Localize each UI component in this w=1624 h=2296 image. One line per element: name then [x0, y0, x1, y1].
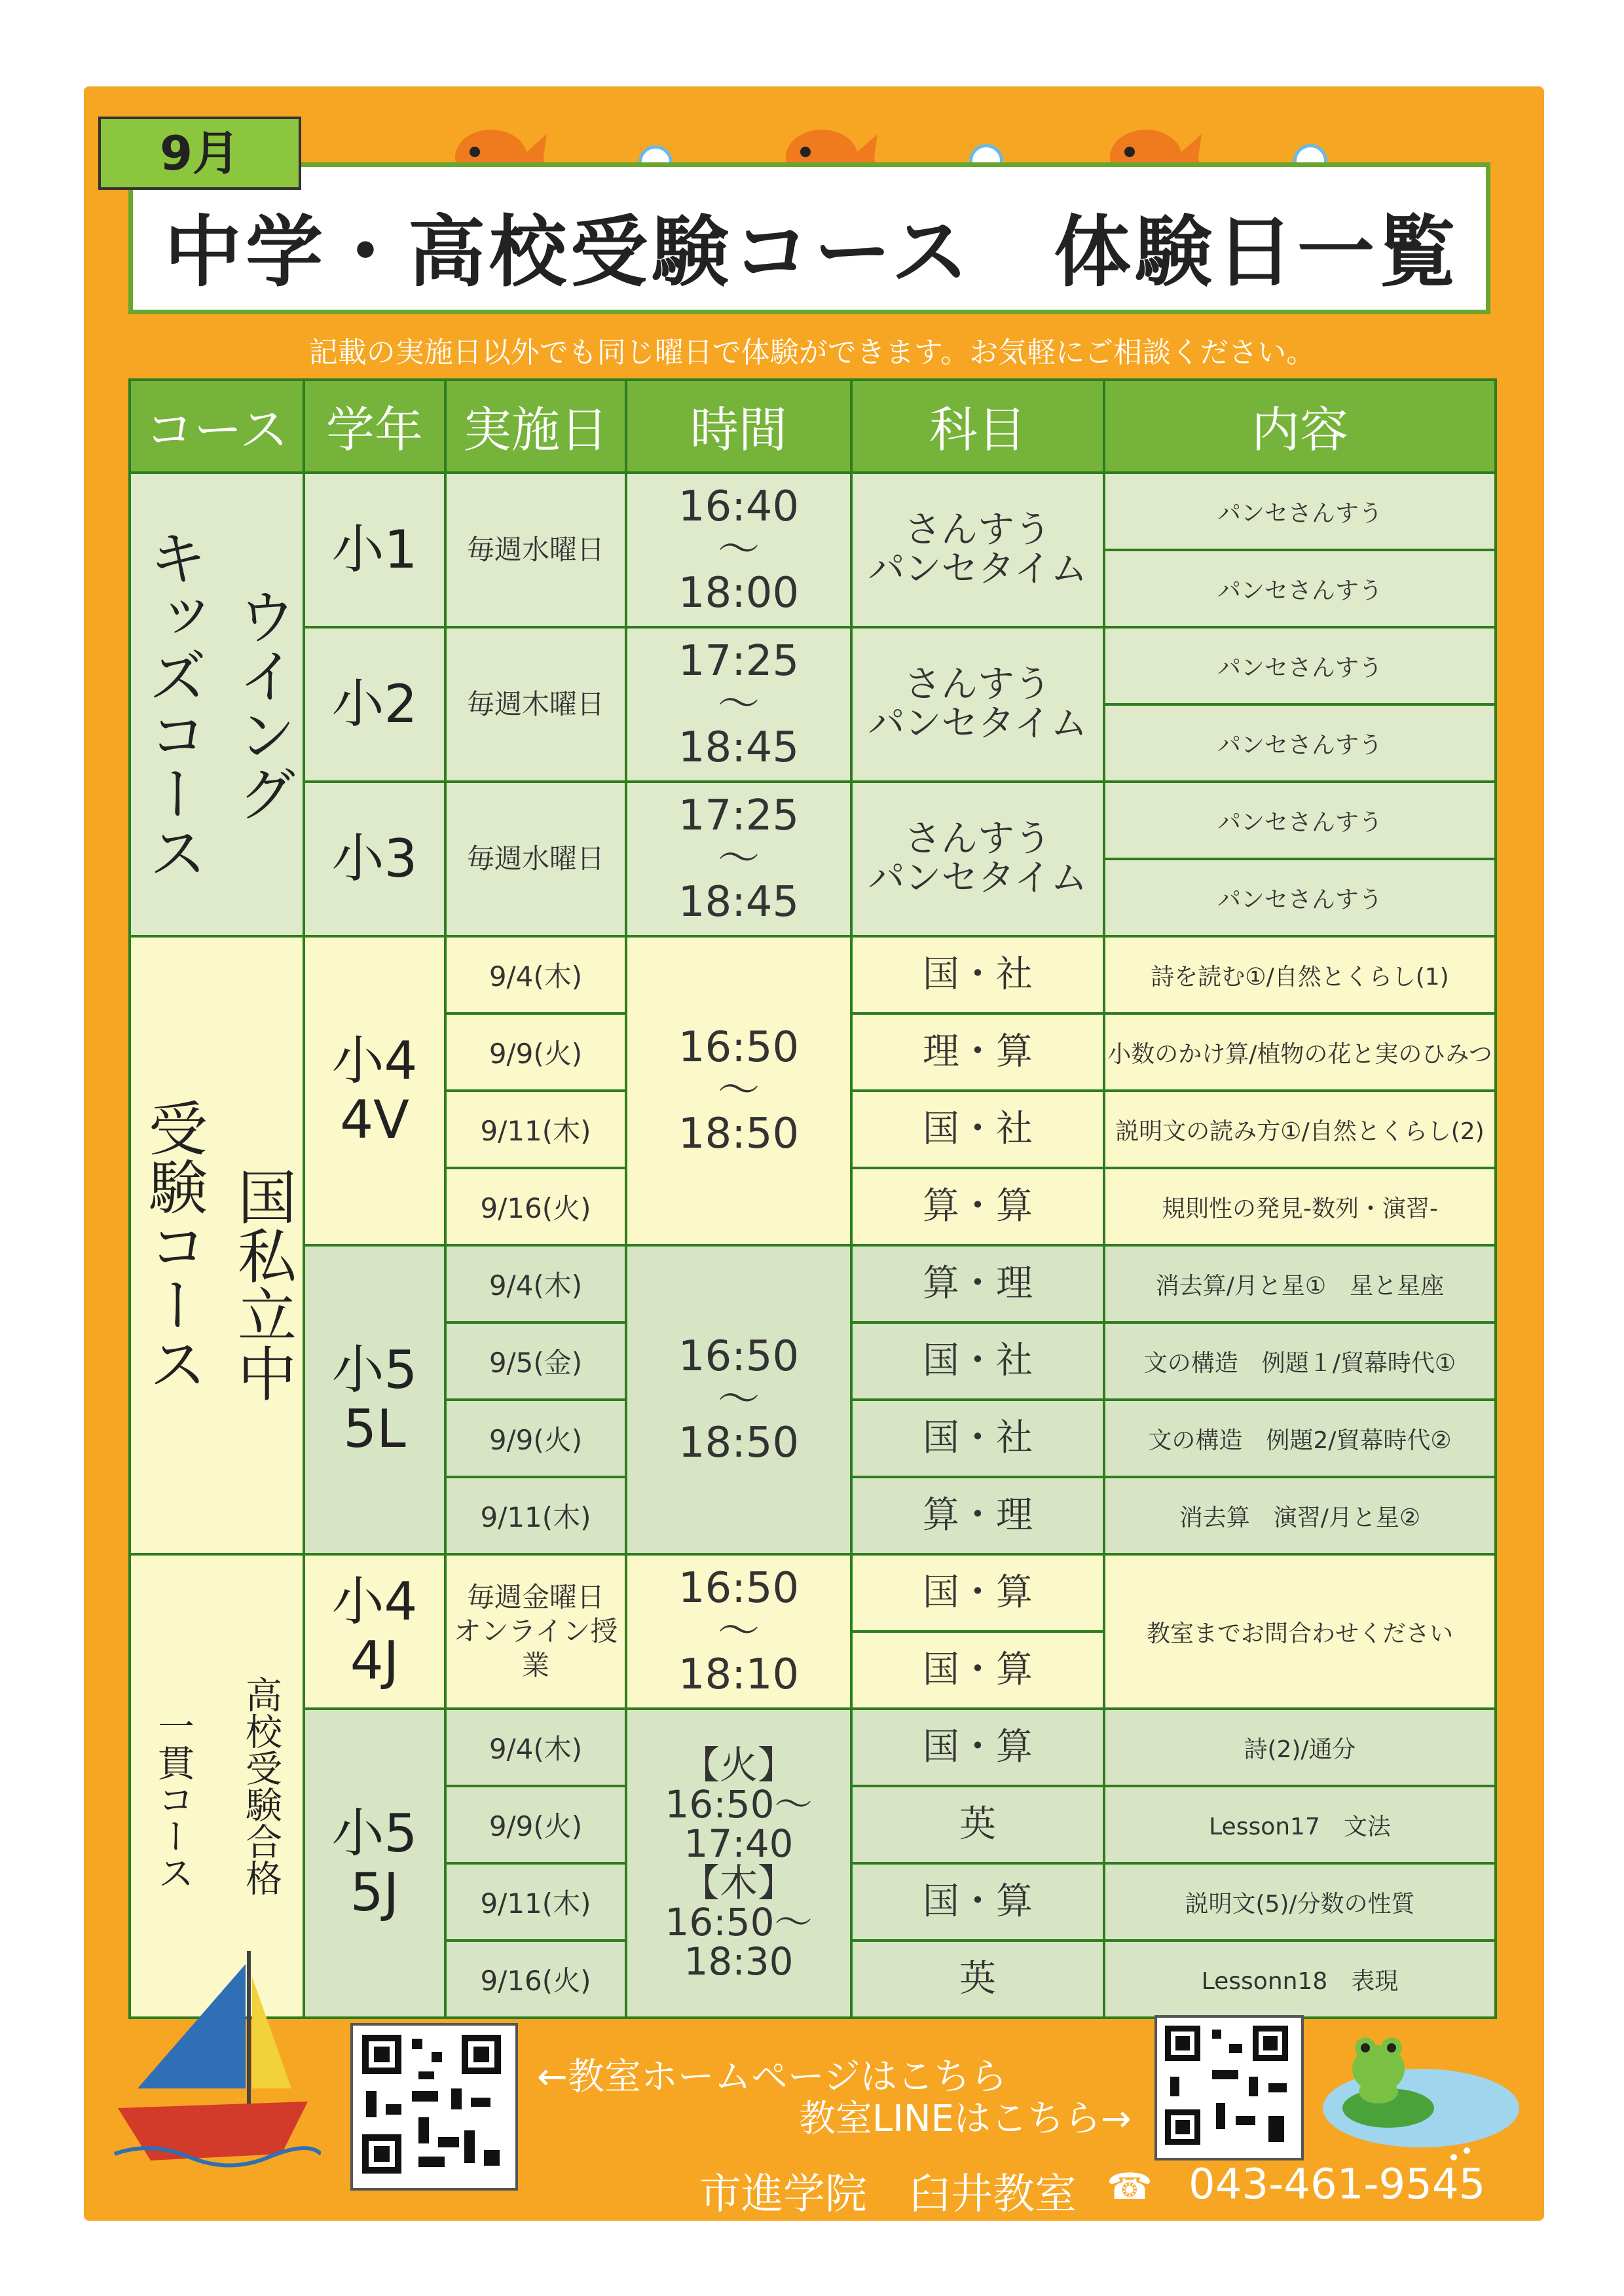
time-cell: 16:50 ～ 18:50: [626, 1245, 851, 1554]
subject-cell: 英: [851, 1941, 1104, 2018]
day-cell: 毎週水曜日: [445, 782, 626, 936]
subject-cell: 国・社: [851, 1322, 1104, 1400]
header-grade: 学年: [304, 380, 445, 473]
content-cell: 消去算 演習/月と星②: [1104, 1477, 1496, 1554]
date-cell: 9/11(木): [445, 1863, 626, 1941]
date-cell: 9/11(木): [445, 1477, 626, 1554]
content-cell: 文の構造 例題2/貿幕時代②: [1104, 1400, 1496, 1477]
content-cell: パンセさんすう: [1104, 782, 1496, 859]
phone-number[interactable]: 043-461-9545: [1189, 2160, 1486, 2209]
day-cell: 毎週木曜日: [445, 627, 626, 782]
month-tab: 9月: [98, 117, 301, 190]
grade-cell: 小2: [304, 627, 445, 782]
sailboat-icon: [111, 1938, 321, 2174]
header-time: 時間: [626, 380, 851, 473]
school-name: 市進学院 臼井教室: [699, 2170, 1077, 2219]
grade-cell: 小3: [304, 782, 445, 936]
time-cell: 16:40 ～ 18:00: [626, 473, 851, 627]
subject-cell: 国・社: [851, 1400, 1104, 1477]
date-cell: 9/5(金): [445, 1322, 626, 1400]
subject-cell: 算・算: [851, 1168, 1104, 1245]
content-cell: パンセさんすう: [1104, 627, 1496, 704]
time-cell: 16:50 ～ 18:10: [626, 1554, 851, 1709]
grade-cell: 小1: [304, 473, 445, 627]
content-cell: 消去算/月と星① 星と星座: [1104, 1245, 1496, 1322]
content-cell: パンセさんすう: [1104, 859, 1496, 936]
table-header-row: [130, 380, 1496, 473]
content-cell: パンセさんすう: [1104, 473, 1496, 550]
frog-icon: [1310, 2010, 1519, 2160]
date-cell: 9/9(火): [445, 1013, 626, 1091]
schedule-table: [128, 378, 1497, 2019]
qr-code-icon[interactable]: [350, 2023, 518, 2191]
date-cell: 9/4(木): [445, 1709, 626, 1786]
content-cell: パンセさんすう: [1104, 704, 1496, 782]
time-cell: 16:50 ～ 18:50: [626, 936, 851, 1245]
phone-icon: ☎: [1107, 2166, 1153, 2208]
content-cell: 説明文の読み方①/自然とくらし(2): [1104, 1091, 1496, 1168]
date-cell: 9/9(火): [445, 1400, 626, 1477]
content-cell: 詩を読む①/自然とくらし(1): [1104, 936, 1496, 1013]
course-koko-line1: 一貫コース: [152, 1707, 194, 1891]
course-kokushi-line1: 受験コース: [138, 1098, 207, 1393]
qr-code-icon[interactable]: [1154, 2015, 1304, 2160]
grade-cell: 小4 4V: [304, 936, 445, 1245]
date-cell: 9/4(木): [445, 936, 626, 1013]
content-cell: Lessonn18 表現: [1104, 1941, 1496, 2018]
subject-cell: 英: [851, 1786, 1104, 1863]
course-kokushi: [130, 936, 304, 1554]
date-cell: 9/16(火): [445, 1941, 626, 2018]
page-title: 中学・高校受験コース 体験日一覧: [164, 207, 1460, 297]
grade-cell: 小5 5J: [304, 1709, 445, 2018]
grade-cell: 小4 4J: [304, 1554, 445, 1709]
content-cell: Lesson17 文法: [1104, 1786, 1496, 1863]
course-wing: [130, 473, 304, 936]
header-content: 内容: [1104, 380, 1496, 473]
date-cell: 9/16(火): [445, 1168, 626, 1245]
time-cell: 17:25 ～ 18:45: [626, 782, 851, 936]
subject-cell: 理・算: [851, 1013, 1104, 1091]
subject-cell: さんすう パンセタイム: [851, 473, 1104, 627]
day-cell: 毎週水曜日: [445, 473, 626, 627]
subject-cell: 国・算: [851, 1709, 1104, 1786]
header-date: 実施日: [445, 380, 626, 473]
time-cell: 【火】 16:50～ 17:40 【木】 16:50～ 18:30: [626, 1709, 851, 2018]
grade-cell: 小5 5L: [304, 1245, 445, 1554]
header-subject: 科目: [851, 380, 1104, 473]
content-cell: 小数のかけ算/植物の花と実のひみつ: [1104, 1013, 1496, 1091]
date-cell: 9/4(木): [445, 1245, 626, 1322]
content-cell: 説明文(5)/分数の性質: [1104, 1863, 1496, 1941]
homepage-link[interactable]: ←教室ホームページはこちら: [537, 2056, 1007, 2098]
course-wing-line1: キッズコース: [138, 528, 207, 881]
subject-cell: さんすう パンセタイム: [851, 627, 1104, 782]
subject-cell: 国・算: [851, 1554, 1104, 1631]
course-wing-line2: ウイング: [227, 587, 296, 822]
subject-cell: 算・理: [851, 1477, 1104, 1554]
subject-cell: 国・算: [851, 1631, 1104, 1709]
date-cell: 9/11(木): [445, 1091, 626, 1168]
subject-cell: 国・社: [851, 936, 1104, 1013]
notice-text: 記載の実施日以外でも同じ曜日で体験ができます。お気軽にご相談ください。: [308, 336, 1316, 369]
subject-cell: さんすう パンセタイム: [851, 782, 1104, 936]
day-cell: 毎週金曜日 オンライン授業: [445, 1554, 626, 1709]
content-cell: 文の構造 例題１/貿幕時代①: [1104, 1322, 1496, 1400]
subject-cell: 国・算: [851, 1863, 1104, 1941]
time-cell: 17:25 ～ 18:45: [626, 627, 851, 782]
course-koko-line2: 高校受験合格: [240, 1676, 282, 1896]
header-course: コース: [130, 380, 304, 473]
content-cell: 規則性の発見-数列・演習-: [1104, 1168, 1496, 1245]
line-link[interactable]: 教室LINEはこちら→: [799, 2098, 1132, 2140]
course-kokushi-line2: 国私立中: [227, 1167, 296, 1402]
content-cell: 詩(2)/通分: [1104, 1709, 1496, 1786]
subject-cell: 国・社: [851, 1091, 1104, 1168]
date-cell: 9/9(火): [445, 1786, 626, 1863]
content-cell: 教室までお問合わせください: [1104, 1554, 1496, 1709]
content-cell: パンセさんすう: [1104, 550, 1496, 627]
subject-cell: 算・理: [851, 1245, 1104, 1322]
